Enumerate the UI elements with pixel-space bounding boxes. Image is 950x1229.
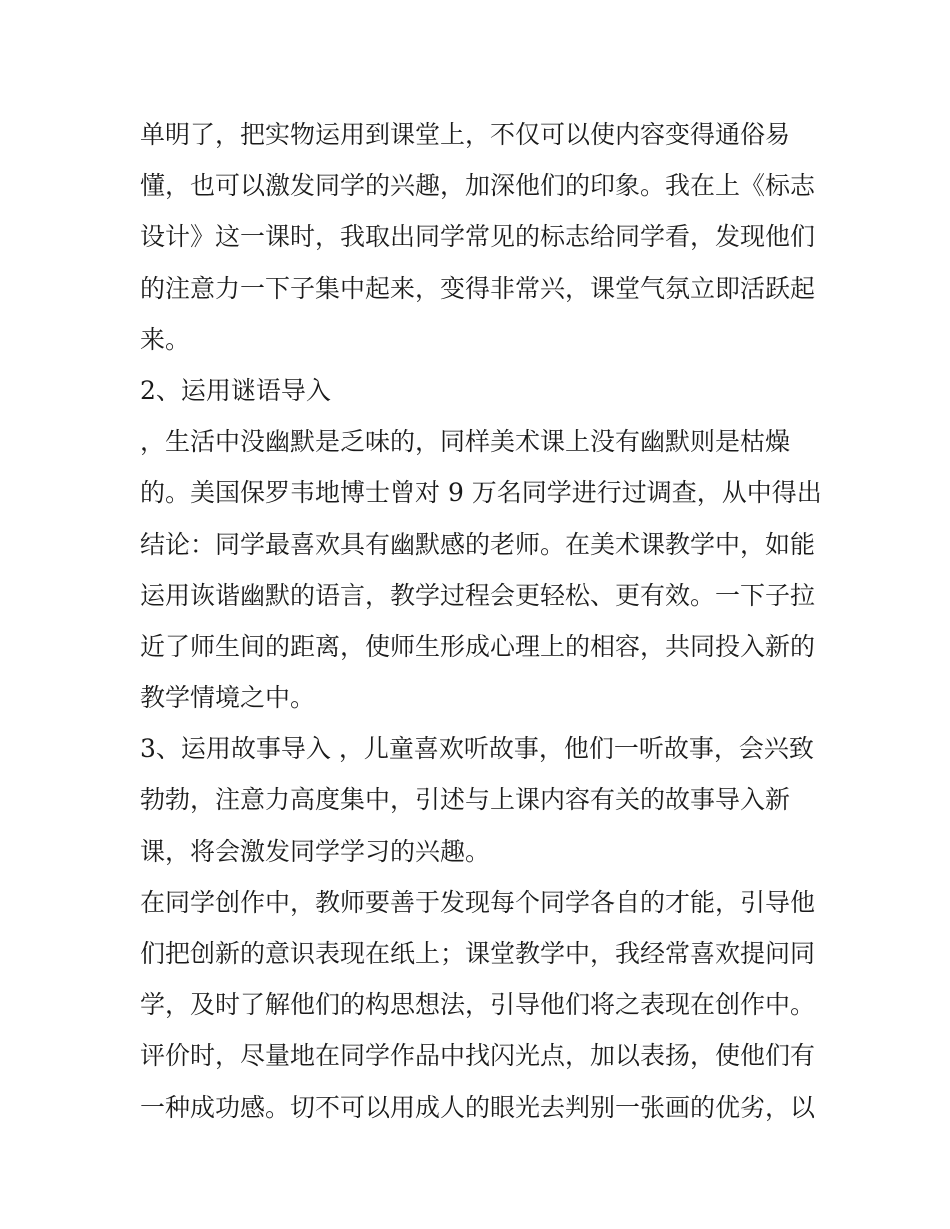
text-line: 评价时，尽量地在同学作品中找闪光点，加以表扬，使他们有 [140, 1041, 816, 1071]
section-heading: 3、运用故事导入 ，儿童喜欢听故事，他们一听故事，会兴致 [140, 734, 814, 764]
body-text [140, 109, 820, 1133]
text-line: 近了师生间的距离，使师生形成心理上的相容，共同投入新的 [140, 631, 816, 661]
text-line: 教学情境之中。 [140, 683, 316, 713]
section-heading: 2、运用谜语导入 [140, 375, 331, 405]
text-line: 们把创新的意识表现在纸上；课堂教学中，我经常喜欢提问同 [140, 939, 816, 968]
text-line: 设计》这一课时，我取出同学常见的标志给同学看，发现他们 [140, 222, 816, 252]
text-line: 的。美国保罗韦地博士曾对 9 万名同学进行过调查，从中得出 [140, 478, 822, 508]
text-line: 在同学创作中，教师要善于发现每个同学各自的才能，引导他 [140, 887, 816, 917]
text-line: 结论：同学最喜欢具有幽默感的老师。在美术课教学中，如能 [140, 529, 816, 559]
text-line: 懂，也可以激发同学的兴趣，加深他们的印象。我在上《标志 [140, 171, 816, 201]
text-line: 课，将会激发同学学习的兴趣。 [140, 836, 491, 866]
text-line: 来。 [140, 324, 191, 354]
text-line: 勃勃，注意力高度集中，引述与上课内容有关的故事导入新 [140, 785, 791, 815]
text-line: 运用诙谐幽默的语言，教学过程会更轻松、更有效。一下子拉 [140, 580, 816, 610]
text-line: 一种成功感。切不可以用成人的眼光去判别一张画的优劣，以 [140, 1092, 816, 1122]
text-line: ，生活中没幽默是乏味的，同样美术课上没有幽默则是枯燥 [140, 427, 791, 457]
text-line: 学，及时了解他们的构思想法，引导他们将之表现在创作中。 [140, 990, 816, 1020]
text-line: 的注意力一下子集中起来，变得非常兴，课堂气氛立即活跃起 [140, 273, 816, 303]
text-line: 单明了，把实物运用到课堂上，不仅可以使内容变得通俗易 [140, 120, 791, 149]
